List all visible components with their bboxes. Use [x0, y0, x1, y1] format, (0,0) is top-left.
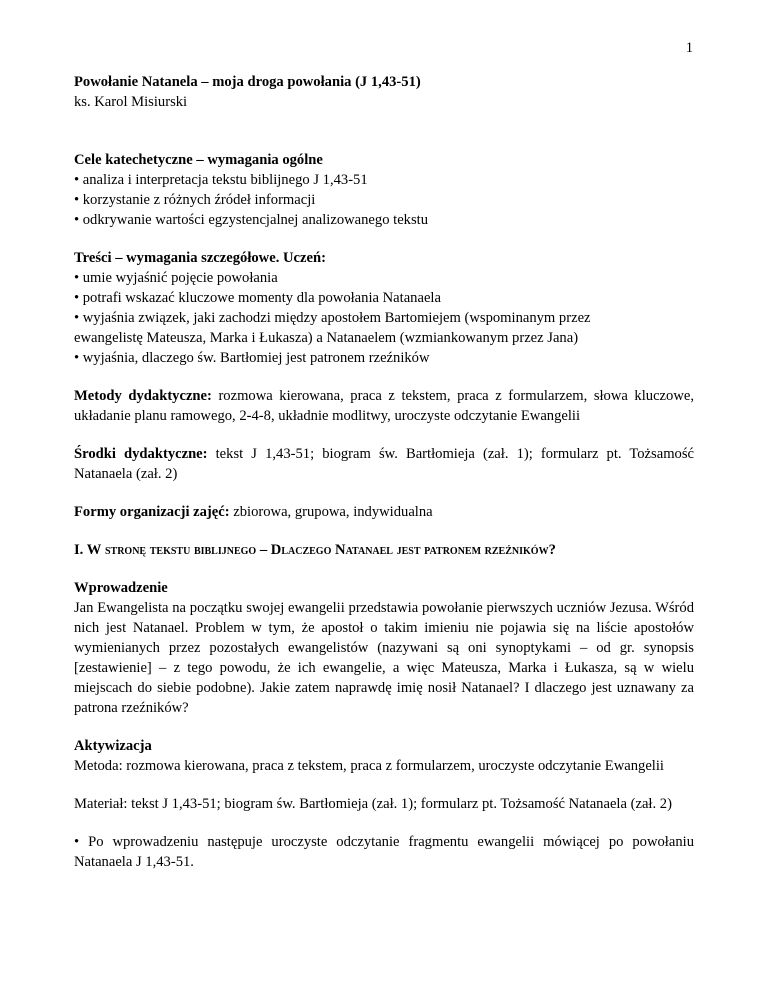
formy-label: Formy organizacji zajęć:	[74, 504, 230, 520]
srodki-text: tekst J 1,43-51; biogram św. Bartłomieja (zał. 1); formularz pt. Tożsamość Natanaela (zał. 2)	[74, 446, 694, 482]
cele-item: • odkrywanie wartości egzystencjalnej analizowanego tekstu	[74, 212, 429, 228]
wprowadzenie-text: Jan Ewangelista na początku swojej ewangelii przedstawia powołanie pierwszych uczniów Jezusa. Wśród nich jest Natanael. Problem w tym, że apostoł o takim imieniu nie pojawia się na liście apostołów wymienianych przez pozostałych ewangelistów (nazywani są oni synoptykami – od gr. synopsis [zestawienie] – z tego powodu, że ich ewangelie, a więc Mateusza, Marka i Łukasza, są w wielu miejscach do siebie podobne). Jakie zatem naprawdę imię nosił Natanael? I dlaczego jest uznawany za patrona rzeźników?	[74, 600, 694, 716]
cele-item: • korzystanie z różnych źródeł informacji	[74, 192, 316, 208]
formy-paragraph	[74, 502, 694, 522]
srodki-label: Środki dydaktyczne:	[74, 446, 208, 462]
srodki-paragraph	[74, 444, 694, 484]
cele-section	[74, 150, 694, 230]
page-number: 1	[685, 40, 693, 56]
formy-text: zbiorowa, grupowa, indywidualna	[229, 504, 433, 520]
aktywizacja-metoda: Metoda: rozmowa kierowana, praca z tekstem, praca z formularzem, uroczyste odczytanie Ewangelii	[74, 758, 664, 774]
tresci-item: • umie wyjaśnić pojęcie powołania	[74, 270, 278, 286]
metody-paragraph	[74, 386, 694, 426]
tresci-item: • wyjaśnia związek, jaki zachodzi między apostołem Bartomiejem (wspominanym przez	[74, 310, 591, 326]
document-author: ks. Karol Misiurski	[74, 94, 188, 110]
aktywizacja-material: Materiał: tekst J 1,43-51; biogram św. Bartłomieja (zał. 1); formularz pt. Tożsamość Natanaela (zał. 2)	[74, 796, 672, 812]
tresci-section	[74, 248, 694, 368]
document-title: Powołanie Natanela – moja droga powołania (J 1,43-51)	[74, 74, 421, 90]
tresci-item: • potrafi wskazać kluczowe momenty dla powołania Natanaela	[74, 290, 441, 306]
cele-item: • analiza i interpretacja tekstu biblijnego J 1,43-51	[74, 172, 368, 188]
tresci-item: ewangelistę Mateusza, Marka i Łukasza) a Natanaelem (wzmiankowanym przez Jana)	[74, 330, 579, 346]
tresci-item: • wyjaśnia, dlaczego św. Bartłomiej jest patronem rzeźników	[74, 350, 430, 366]
metody-label: Metody dydaktyczne:	[74, 388, 212, 404]
section-heading: I. W stronę tekstu biblijnego – Dlaczego Natanael jest patronem rzeźników?	[74, 542, 556, 558]
aktywizacja-heading: Aktywizacja	[74, 738, 152, 754]
aktywizacja-step: • Po wprowadzeniu następuje uroczyste odczytanie fragmentu ewangelii mówiącej po powołaniu Natanaela J 1,43-51.	[74, 834, 694, 870]
metody-text: rozmowa kierowana, praca z tekstem, praca z formularzem, słowa kluczowe, układanie planu ramowego, 2-4-8, układnie modlitwy, uroczyste odczytanie Ewangelii	[74, 388, 694, 424]
cele-heading: Cele katechetyczne – wymagania ogólne	[74, 152, 323, 168]
wprowadzenie-heading: Wprowadzenie	[74, 580, 168, 596]
tresci-heading: Treści – wymagania szczegółowe. Uczeń:	[74, 250, 326, 266]
